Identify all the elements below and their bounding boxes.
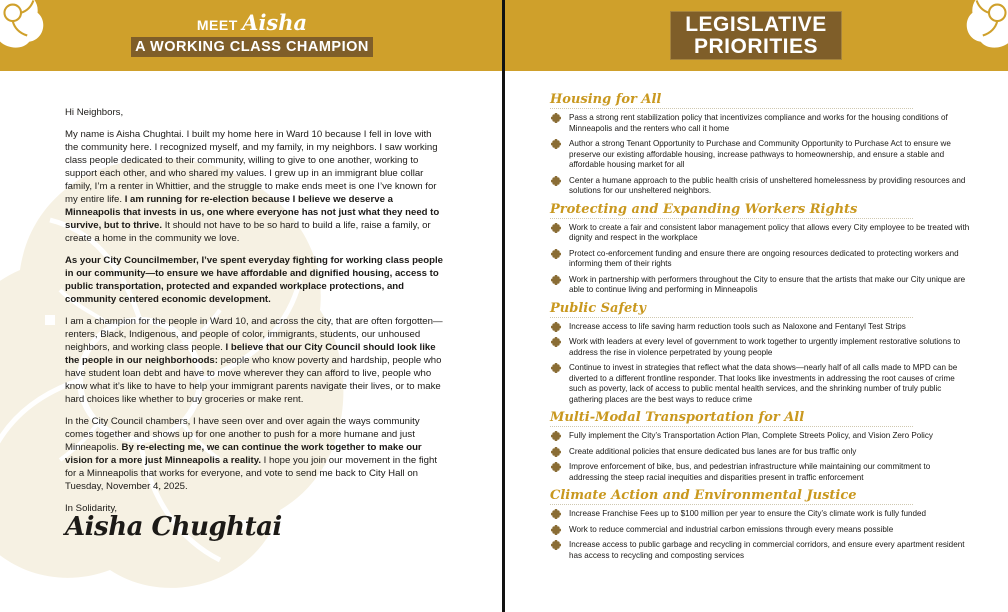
paragraph-1-bold: I am running for re-election because I believe we deserve a Minneapolis that invests in us, one where everyone has not just what they need to survive, but to thrive. <box>65 194 440 231</box>
priority-item-text: Improve enforcement of bike, bus, and pedestrian infrastructure while maintaining our commitment to addressing the steep racial inequities and disparities present in traffic enforcement <box>569 462 931 482</box>
flower-bullet-icon <box>551 275 561 285</box>
priority-item-text: Create additional policies that ensure dedicated bus lanes are for bus traffic only <box>569 446 857 456</box>
priority-item-text: Fully implement the City’s Transportation Action Plan, Complete Streets Policy, and Vision Zero Policy <box>569 431 933 440</box>
letter-body <box>65 106 445 542</box>
paragraph-4-bold: By re-electing me, we can continue the work together to make our vision for a more just Minneapolis a reality. <box>65 442 422 466</box>
flower-bullet-icon <box>551 431 561 441</box>
priority-item <box>550 139 970 171</box>
closing: In Solidarity, <box>65 503 118 514</box>
priority-item-text: Pass a strong rent stabilization policy that incentivizes compliance and works for the housing conditions of Minneapolis and the renters who call it home <box>569 113 948 133</box>
section-title: Protecting and Expanding Workers Rights <box>550 202 913 219</box>
flower-corner-icon <box>958 0 1008 50</box>
page-divider <box>502 0 505 612</box>
priority-section <box>550 410 970 483</box>
priority-item <box>550 322 970 333</box>
meet-label: MEET <box>196 17 238 33</box>
paragraph-3-text-a: I am a champion for the people in Ward 10, and across the city, that are often forgotten—renters, Black, Indigenous, and people of color, immigrants, students, our unhoused neighbors, and working class people. <box>65 316 443 353</box>
meet-aisha-header <box>0 10 504 57</box>
section-title: Public Safety <box>550 301 913 318</box>
priority-item <box>550 337 970 358</box>
signature: Aisha Chughtai <box>65 512 282 542</box>
paragraph-1-text-b: It should not have to be so hard to build a life, raise a family, or create a home in the community we love. <box>65 220 431 244</box>
flower-bullet-icon <box>551 139 561 149</box>
meet-name: Aisha <box>242 10 308 35</box>
flower-bullet-icon <box>551 249 561 259</box>
title-line-2: PRIORITIES <box>693 35 819 58</box>
section-title: Housing for All <box>550 92 913 109</box>
paragraph-3-bold: I believe that our City Council should look like the people in our neighborhoods: <box>65 342 436 366</box>
priority-item <box>550 540 970 561</box>
paragraph-3 <box>65 315 445 406</box>
flower-bullet-icon <box>551 509 561 519</box>
priority-item <box>550 176 970 197</box>
paragraph-1 <box>65 128 445 245</box>
priority-item <box>550 447 970 458</box>
paragraph-4 <box>65 415 445 493</box>
priority-item <box>550 509 970 520</box>
legislative-priorities-title <box>670 11 842 60</box>
priority-item-text: Work to create a fair and consistent labor management policy that allows every City employee to be treated with dignity and respect in the workplace <box>569 222 970 242</box>
priority-section <box>550 202 970 296</box>
flower-bullet-icon <box>551 462 561 472</box>
priority-item-text: Work to reduce commercial and industrial carbon emissions through every means possible <box>569 524 894 534</box>
right-page <box>504 0 1008 612</box>
priority-item-text: Work in partnership with performers throughout the City to ensure that the artists that make our City unique are able to continue living and performing in Minneapolis <box>569 274 966 294</box>
section-title: Multi-Modal Transportation for All <box>550 410 913 427</box>
priority-item <box>550 249 970 270</box>
greeting: Hi Neighbors, <box>65 107 124 118</box>
paragraph-2 <box>65 254 445 306</box>
flower-bullet-icon <box>551 525 561 535</box>
section-title: Climate Action and Environmental Justice <box>550 488 913 505</box>
flower-bullet-icon <box>551 176 561 186</box>
priority-item-text: Author a strong Tenant Opportunity to Purchase and Community Opportunity to Purchase Act to ensure we preserve our existing affordable housing, increase pathways to homeownership, and ensure a stable and affordable housing market for all <box>569 139 951 169</box>
priority-item <box>550 431 970 442</box>
title-line-1: LEGISLATIVE <box>685 13 827 36</box>
paragraph-1-text-a: My name is Aisha Chughtai. I built my home here in Ward 10 because I fell in love with the community here. I recognized myself, and my family, in my neighbors. I saw working class people dedicated to their community, willing to give to one another, working to support each other, and who shared my values. I grew up in an immigrant blue collar family, I’m a renter in Whittier, and the struggle to make ends meet is one I’ve known for my entire life. <box>65 129 438 205</box>
priority-section <box>550 92 970 197</box>
priority-item-text: Continue to invest in strategies that reflect what the data shows—nearly half of all calls made to MPD can be diverted to a different frontline responder. That looks like investments in addressing the root causes of crime such as poverty, lack of access to public mental health services, and the shrinking number of truly public gathering places are the best ways to reduce crime <box>569 363 958 404</box>
priority-item-text: Increase access to life saving harm reduction tools such as Naloxone and Fentanyl Test Strips <box>569 321 906 331</box>
priority-item-text: Protect co-enforcement funding and ensure there are ongoing resources dedicated to protecting workers and informing them of their rights <box>569 248 959 268</box>
priority-item <box>550 113 970 134</box>
flower-bullet-icon <box>551 322 561 332</box>
flower-bullet-icon <box>551 113 561 123</box>
priority-item <box>550 363 970 405</box>
priority-section <box>550 301 970 406</box>
priority-item-text: Increase access to public garbage and recycling in commercial corridors, and ensure every apartment resident has access to recycling and composting services <box>569 540 965 560</box>
paragraph-4-text-b: I hope you join our movement in the fight for a Minneapolis that works for everyone, and vote to send me back to City Hall on Tuesday, November 4, 2025. <box>65 455 438 492</box>
flower-bullet-icon <box>551 337 561 347</box>
paragraph-2-bold: As your City Councilmember, I’ve spent everyday fighting for working class people in our community—to ensure we have affordable and dignified housing, access to public transportation, protected and expanded workplace protections, and community centered economic development. <box>65 255 443 305</box>
meet-title <box>0 10 504 35</box>
flower-bullet-icon <box>551 447 561 457</box>
priority-item-text: Work with leaders at every level of government to work together to urgently implement restorative solutions to address the rise in violence perpetrated by young people <box>569 337 961 357</box>
priority-sections <box>550 92 970 566</box>
priority-item <box>550 223 970 244</box>
priority-item <box>550 525 970 536</box>
flower-bullet-icon <box>551 363 561 373</box>
paragraph-4-text-a: In the City Council chambers, I have seen over and over again the ways community comes together and shows up for one another to push for a more humane and just Minneapolis. <box>65 416 420 453</box>
priority-item-text: Center a humane approach to the public health crisis of unsheltered homelessness by providing resources and solutions for our unsheltered neighbors. <box>569 175 966 195</box>
flower-bullet-icon <box>551 540 561 550</box>
priority-item <box>550 275 970 296</box>
subtitle-badge: A WORKING CLASS CHAMPION <box>131 37 373 57</box>
priority-item <box>550 462 970 483</box>
flower-bullet-icon <box>551 223 561 233</box>
priority-section <box>550 488 970 561</box>
paragraph-3-text-b: people who know poverty and hardship, people who have student loan debt and have to move wherever they can afford to live, people who know what it’s like to have to help your immigrant parents navigate their lives, or to make hard choices like whether to buy groceries or make rent. <box>65 355 442 405</box>
priority-item-text: Increase Franchise Fees up to $100 million per year to ensure the City’s climate work is fully funded <box>569 509 927 518</box>
